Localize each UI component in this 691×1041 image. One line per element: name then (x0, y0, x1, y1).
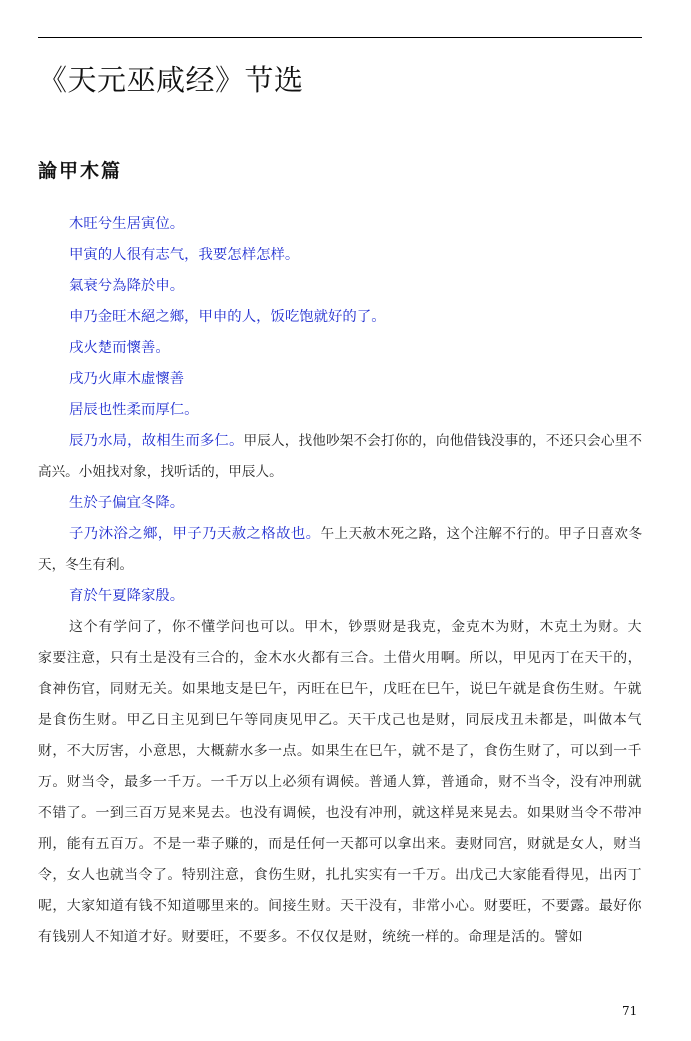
verse-text: 子乃沐浴之鄉，甲子乃天赦之格故也。 (69, 526, 321, 542)
verse-with-comment (38, 426, 642, 488)
verse-line: 戌火楚而懷善。 (69, 340, 170, 356)
page-number: 71 (622, 1004, 638, 1018)
verse-line: 木旺兮生居寅位。 (69, 216, 185, 232)
verse-line: 戌乃火庫木虛懷善 (69, 371, 185, 387)
commentary-paragraph: 这个有学问了，你不懂学问也可以。甲木，钞票财是我克，金克木为财，木克土为财。大家要注意，只有土是没有三合的，金木水火都有三合。土借火用啊。所以，甲见丙丁在天干的，食神伤官，同财无关。如果地支是巳午，丙旺在巳午，戊旺在巳午，说巳午就是食伤生财。午就是食伤生财。甲乙日主见到巳午等同庚见甲乙。天干戊己也是财，同辰戌丑未都是，叫做本气财，不大厉害，小意思，大概薪水多一点。如果生在巳午，就不是了，食伤生财了，可以到一千万。财当令，最多一千万。一千万以上必须有调候。普通人算，普通命，财不当令，没有冲刑就不错了。一到三百万晃来晃去。也没有调候，也没有冲刑，就这样晃来晃去。如果财当令不带冲刑，能有五百万。不是一辈子赚的，而是任何一天都可以拿出来。妻财同宫，财就是女人，财当令，女人也就当令了。特别注意，食伤生财，扎扎实实有一千万。出戊己大家能看得见，出丙丁呢，大家知道有钱不知道哪里来的。间接生财。天干没有，非常小心。财要旺，不要露。最好你有钱别人不知道才好。财要旺，不要多。不仅仅是财，统统一样的。命理是活的。譬如 (38, 619, 642, 945)
verse-line: 育於午夏降家殷。 (69, 588, 185, 604)
document-title: 《天元巫咸经》节选 (38, 63, 304, 97)
comment-text: 午上天赦木死之路，这个注解不行的。甲子日喜欢冬天，冬生有利。 (38, 526, 642, 573)
verse-line: 甲寅的人很有志气，我要怎样怎样。 (69, 247, 300, 263)
header-rule (38, 37, 642, 38)
verse-text: 辰乃水局，故相生而多仁。 (69, 433, 244, 449)
comment-text: 甲辰人，找他吵架不会打你的，向他借钱没事的，不还只会心里不高兴。小姐找对象，找听话的，甲辰人。 (38, 433, 642, 480)
verse-line: 氣衰兮為降於申。 (69, 278, 185, 294)
section-heading: 論甲木篇 (38, 160, 123, 182)
verse-line: 居辰也性柔而厚仁。 (69, 402, 199, 418)
verse-line: 申乃金旺木絕之鄉，甲申的人，饭吃饱就好的了。 (69, 309, 386, 325)
verse-line: 生於子偏宜冬降。 (69, 495, 185, 511)
verse-with-comment (38, 519, 642, 581)
body-text (38, 209, 642, 953)
